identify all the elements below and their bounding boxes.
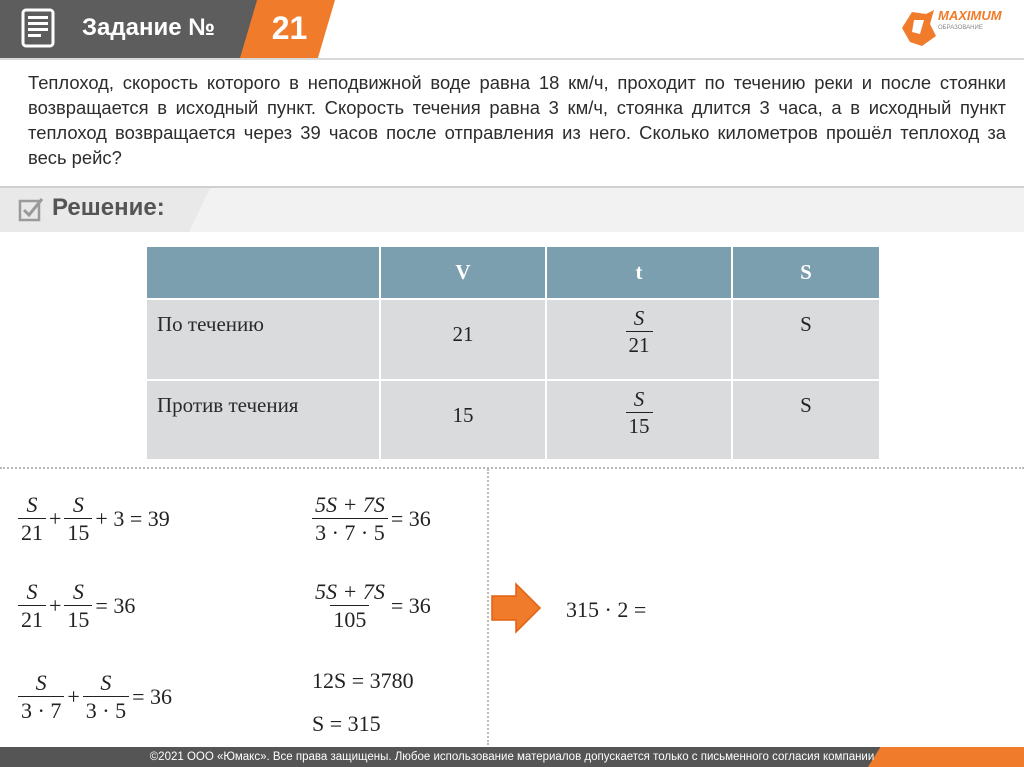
- equation-4: [312, 493, 434, 544]
- speed-value: 15: [452, 403, 474, 427]
- fraction: [18, 493, 46, 544]
- equation-7: S = 315: [312, 711, 381, 736]
- equation-rest: = 36: [132, 683, 172, 709]
- fraction-numerator: 5S + 7S: [315, 579, 385, 604]
- speed-cell: [380, 299, 546, 380]
- fraction-denominator: 3 · 5: [83, 696, 129, 722]
- equation-3: [18, 671, 175, 722]
- table-row: [146, 299, 880, 380]
- equation-rest: = 36: [95, 592, 136, 618]
- fraction-denominator: 15: [64, 518, 92, 544]
- equation-rest: = 36: [390, 505, 431, 531]
- fraction-denominator: 21: [18, 518, 46, 544]
- fraction: [64, 580, 92, 631]
- distance-cell: [732, 380, 880, 460]
- document-icon: [17, 7, 59, 49]
- row-label-cell: [146, 380, 380, 460]
- header-divider: [0, 58, 1024, 60]
- task-label: Задание №: [82, 14, 215, 41]
- speed-value: 21: [452, 322, 474, 346]
- fraction-numerator: S: [35, 670, 47, 695]
- fraction-numerator: S: [100, 670, 112, 695]
- equation-6: 12S = 3780: [312, 668, 414, 693]
- operator: +: [67, 683, 80, 709]
- table-row: [146, 380, 880, 460]
- data-table: [145, 245, 881, 461]
- fraction: [312, 580, 388, 631]
- fraction: [18, 580, 46, 631]
- equation-1: [18, 493, 173, 544]
- fraction-numerator: S: [72, 492, 84, 517]
- time-cell: [546, 380, 732, 460]
- operator: +: [49, 505, 62, 531]
- fraction-numerator: S: [26, 492, 38, 517]
- fraction-denominator: 105: [330, 605, 369, 631]
- row-label: По течению: [157, 312, 264, 336]
- fraction-numerator: S: [72, 579, 84, 604]
- fraction-numerator: S: [633, 387, 645, 411]
- distance-cell: [732, 299, 880, 380]
- equation-5: [312, 580, 434, 631]
- dotted-divider-vertical: [487, 469, 489, 745]
- distance-value: S: [800, 393, 812, 417]
- fraction-numerator: S: [633, 306, 645, 330]
- fraction-denominator: 3 · 7: [18, 696, 64, 722]
- fraction: [312, 493, 388, 544]
- check-icon: [18, 196, 44, 222]
- fraction: [18, 671, 64, 722]
- fraction: [83, 671, 129, 722]
- fraction: [64, 493, 92, 544]
- arrow-right-icon: [490, 582, 542, 634]
- fraction-numerator: 5S + 7S: [315, 492, 385, 517]
- table-header-cell: t: [546, 246, 732, 299]
- table-header-cell: [146, 246, 380, 299]
- task-number: 21: [271, 10, 308, 46]
- equation-rest: = 36: [390, 592, 431, 618]
- table-header-row: [146, 246, 880, 299]
- fraction-denominator: 21: [18, 605, 46, 631]
- row-label-cell: [146, 299, 380, 380]
- time-cell: [546, 299, 732, 380]
- distance-value: S: [800, 312, 812, 336]
- equation-rest: + 3 = 39: [95, 505, 170, 531]
- operator: +: [49, 592, 62, 618]
- logo-text: MAXIMUM: [938, 8, 1002, 23]
- fraction-denominator: 21: [626, 331, 653, 356]
- equation-8: 315 · 2 =: [566, 597, 647, 622]
- task-text: Теплоход, скорость которого в неподвижной воде равна 18 км/ч, проходит по течению реки и после стоянки возвращается в исходный пункт. Скорость течения равна 3 км/ч, стоянка длится 3 часа, а в исходный пункт теплоход возвращается через 39 часов после отправления из него. Сколько километров прошёл теплоход за весь рейс?: [28, 72, 1006, 168]
- time-fraction: [626, 388, 653, 437]
- fraction-numerator: S: [26, 579, 38, 604]
- footer-text: ©2021 ООО «Юмакс». Все права защищены. Любое использование материалов допускается только с письменного согласия компании: [149, 751, 875, 763]
- logo-subtext: ОБРАЗОВАНИЕ: [938, 25, 983, 31]
- row-label: Против течения: [157, 393, 299, 417]
- time-fraction: [626, 307, 653, 356]
- solution-title: Решение:: [52, 194, 165, 221]
- fraction-denominator: 15: [626, 412, 653, 437]
- fraction-denominator: 3 · 7 · 5: [312, 518, 388, 544]
- equation-2: [18, 580, 138, 631]
- dotted-divider-horizontal: [0, 467, 1024, 469]
- table-header-cell: S: [732, 246, 880, 299]
- table-header-cell: V: [380, 246, 546, 299]
- speed-cell: [380, 380, 546, 460]
- fraction-denominator: 15: [64, 605, 92, 631]
- header: [0, 0, 1024, 60]
